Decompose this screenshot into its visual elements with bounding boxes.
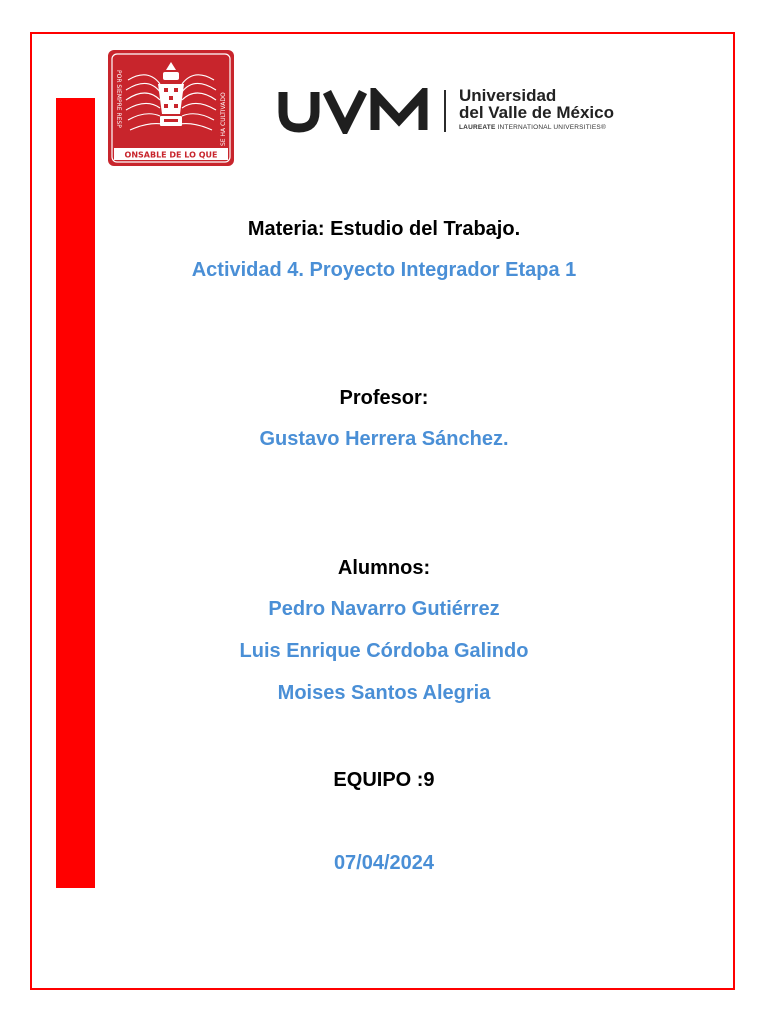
uvm-line-universidad: Universidad — [459, 86, 557, 105]
uvm-logo-text — [459, 87, 649, 132]
uvm-logo-divider — [444, 90, 446, 132]
document-date: 07/04/2024 — [333, 852, 435, 874]
professor-label: Profesor: — [339, 387, 429, 409]
uvm-laureate-tagline — [459, 124, 649, 132]
professor-name: Gustavo Herrera Sánchez. — [259, 428, 509, 450]
activity-title: Actividad 4. Proyecto Integrador Etapa 1 — [191, 259, 577, 281]
team-number: EQUIPO :9 — [333, 769, 435, 791]
university-crest-seal-icon — [108, 50, 234, 166]
uvm-tag-rest: INTERNATIONAL UNIVERSITIES® — [495, 124, 606, 131]
uvm-wordmark-icon — [277, 88, 433, 134]
student-name: Luis Enrique Córdoba Galindo — [239, 640, 529, 662]
student-name: Moises Santos Alegria — [277, 682, 491, 704]
student-name: Pedro Navarro Gutiérrez — [268, 598, 500, 620]
uvm-tag-bold: LAUREATE — [459, 124, 496, 131]
uvm-logo — [277, 88, 647, 138]
uvm-line-del-valle: del Valle de México — [459, 103, 614, 122]
svg-text:POR SIEMPRE RESP: POR SIEMPRE RESP — [115, 70, 122, 128]
students-label: Alumnos: — [337, 557, 431, 579]
page-border-frame — [30, 32, 735, 990]
subject-heading: Materia: Estudio del Trabajo. — [247, 218, 521, 240]
svg-text:ONSABLE DE LO QUE: ONSABLE DE LO QUE — [124, 150, 218, 160]
svg-text:SE HA CULTIVADO: SE HA CULTIVADO — [220, 92, 227, 146]
